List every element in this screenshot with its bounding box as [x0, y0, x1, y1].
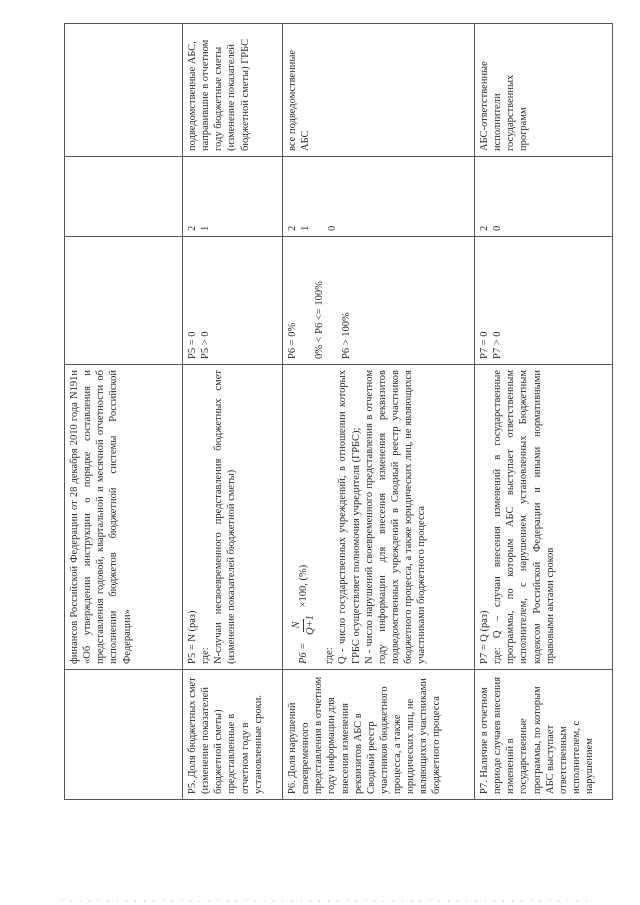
formula-numerator: N: [290, 619, 304, 632]
formula-rhs: ×100, (%): [298, 564, 310, 608]
formula-denominator: Q+1: [305, 615, 317, 635]
score-cell: [283, 157, 475, 237]
method-line: где:: [324, 647, 336, 664]
table-row: [65, 24, 183, 800]
indicator-cell: P7. Наличие в отчетном периоде случаев внесения изменений в государственные программы, по которым АБС выступает ответственным исполнителем, с нарушением: [475, 670, 613, 800]
indicators-table: [64, 23, 613, 800]
score: 0: [492, 225, 504, 231]
score: 2: [287, 225, 298, 231]
score-cell: [183, 157, 283, 237]
participants-cell: подведомственные АБС, направившие в отчетном году бюджетные сметы (изменение показателей бюджетной сметы) ГРБС: [183, 24, 283, 157]
participants-cell: все подведомственные АБС: [283, 24, 475, 157]
condition: P6 = 0%: [287, 322, 298, 359]
document-frame: [64, 24, 612, 800]
method-cell: [283, 365, 475, 670]
indicator-cell: P6. Доля нарушений своевременного представления в отчетном году информации для внесения изменения реквизитов АБС в Сводный реестр участников бюджетного процесса, а также юридических лиц, не являющихся участниками бюджетного процесса: [283, 670, 475, 800]
participants-cell: [65, 24, 183, 157]
method-line: N-случаи несвоевременного представления бюджетных смет (изменение показателей бюджетной сметы): [213, 370, 238, 664]
indicator-cell: [65, 670, 183, 800]
formula-lhs: P6 =: [298, 642, 310, 664]
condition: P7 > 0: [492, 331, 504, 359]
condition-cell: [183, 237, 283, 365]
condition-cell: [65, 237, 183, 365]
method-line: Q - число государственных учреждений, в отношении которых ГРБС осуществляет полномочия учредителя (ГРБС);: [337, 370, 362, 664]
score: 2: [187, 225, 198, 231]
method-formula: P5 = N (раз): [187, 610, 198, 664]
score-cell: [475, 157, 613, 237]
score-cell: [65, 157, 183, 237]
method-line: где:: [200, 647, 212, 664]
method-cell: [475, 365, 613, 670]
condition: P6 > 100%: [341, 312, 353, 359]
condition: P7 = 0: [479, 331, 490, 359]
score: 0: [327, 225, 339, 231]
participants-cell: АБС-ответственные исполнители государственных программ: [475, 24, 613, 157]
method-line: N - число нарушений своевременного представления в отчетном году информации для внесения изменения реквизитов подведомственных учреждений в Сводный реестр участников бюджетного процесса, а также юридических лиц, не являющихся участниками бюджетного процесса: [363, 370, 428, 664]
table-row: [183, 24, 283, 800]
condition-cell: [475, 237, 613, 365]
score: 1: [300, 225, 312, 231]
condition: P5 = 0: [187, 331, 198, 359]
score: 1: [200, 225, 212, 231]
scan-artifact: · · · · · · · · · · · · · · · · · · · · · · · · · · · · · · · · · · · · · · · · · · · · · · · · · · · · · · · · · ·: [60, 898, 590, 905]
condition-cell: [283, 237, 475, 365]
condition: 0% < P6 <= 100%: [314, 281, 326, 359]
condition: P5 > 0: [200, 331, 212, 359]
method-cell: финансов Российской Федерации от 28 декабря 2010 года N191н «Об утверждении инструкции о порядке составления и представления годовой, квартальной и месячной отчетности об исполнении бюджетов бюджетной системы Российской Федерации»: [65, 365, 183, 670]
method-formula: [286, 370, 323, 664]
method-cell: [183, 365, 283, 670]
formula-fraction: [290, 612, 317, 638]
method-formula: P7 = Q (раз): [479, 610, 490, 664]
table-row: [475, 24, 613, 800]
table-row: [283, 24, 475, 800]
method-line: где: Q – случаи внесения изменений в государственные программы, по которым АБС выступает ответственным исполнителем, с нарушением установленных Бюджетным кодексом Российской Федерации и иными нормативными правовыми актами сроков: [492, 370, 556, 664]
indicator-cell: P5. Доля бюджетных смет (изменение показателей бюджетной сметы) представленные в отчетном году в установленные сроки.: [183, 670, 283, 800]
score: 2: [479, 225, 490, 231]
